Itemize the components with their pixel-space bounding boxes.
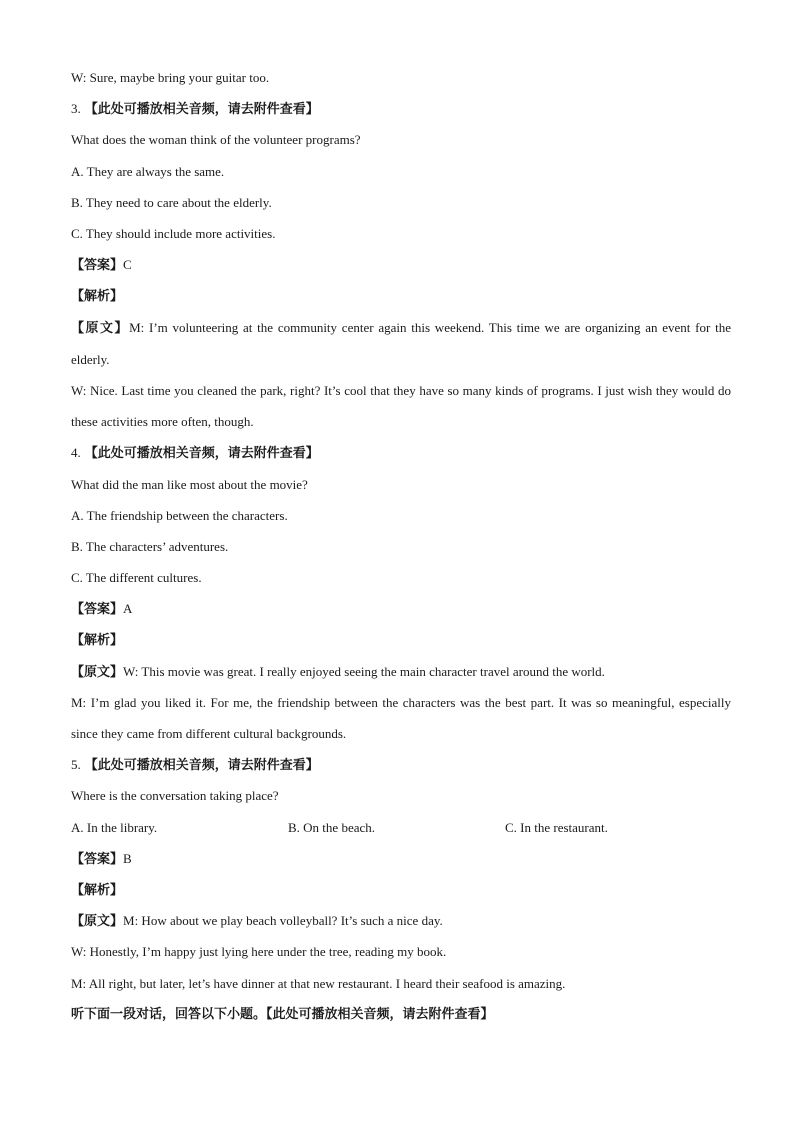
question-3-text: What does the woman think of the volunteer programs? xyxy=(71,132,361,148)
question-4-text: What did the man like most about the movie? xyxy=(71,476,308,492)
question-4-transcript-1 xyxy=(71,656,731,687)
question-3-transcript-2: W: Nice. Last time you cleaned the park, right? It’s cool that they have so many kinds of programs. I just wish they would do these activities more often, though. xyxy=(71,382,731,430)
question-number: 5. xyxy=(71,757,81,773)
answer-value: C xyxy=(123,257,132,273)
question-5-transcript-1 xyxy=(71,905,731,936)
question-number: 4. xyxy=(71,445,81,461)
transcript-text: M: How about we play beach volleyball? It’s such a nice day. xyxy=(123,913,443,929)
question-4-analysis xyxy=(71,624,731,655)
answer-label: 【答案】 xyxy=(71,851,124,867)
answer-value: A xyxy=(123,601,133,617)
transcript-text: W: This movie was great. I really enjoyed seeing the main character travel around the world. xyxy=(123,663,605,679)
question-5-transcript-3: M: All right, but later, let’s have dinner at that new restaurant. I heard their seafood is amazing. xyxy=(71,975,566,991)
question-3-analysis xyxy=(71,280,731,311)
question-4-header xyxy=(71,437,731,468)
question-4-answer xyxy=(71,593,731,624)
question-5-option-a: A. In the library. xyxy=(71,819,158,835)
question-5-header xyxy=(71,749,731,780)
audio-note[interactable]: 【此处可播放相关音频，请去附件查看】 xyxy=(84,758,319,774)
question-4-transcript-2: M: I’m glad you liked it. For me, the friendship between the characters was the best part. It was so meaningful, especially since they came from different cultural backgrounds. xyxy=(71,694,731,742)
analysis-label: 【解析】 xyxy=(71,633,124,649)
question-5-transcript-2: W: Honestly, I’m happy just lying here under the tree, reading my book. xyxy=(71,944,447,960)
question-5-answer xyxy=(71,843,731,874)
transcript-label: 【原文】 xyxy=(71,320,130,336)
question-3-header xyxy=(71,93,731,124)
question-3-answer xyxy=(71,249,731,280)
audio-note[interactable]: 【此处可播放相关音频，请去附件查看】 xyxy=(84,446,319,462)
intro-line: W: Sure, maybe bring your guitar too. xyxy=(71,70,270,85)
question-5-option-b: B. On the beach. xyxy=(288,819,376,835)
question-4-option-b: B. The characters’ adventures. xyxy=(71,538,229,554)
question-5-text: Where is the conversation taking place? xyxy=(71,788,279,804)
closing-line: 听下面一段对话，回答以下小题。【此处可播放相关音频，请去附件查看】 xyxy=(71,1006,494,1022)
question-3-option-b: B. They need to care about the elderly. xyxy=(71,194,272,210)
question-3-transcript-1 xyxy=(71,312,731,375)
answer-value: B xyxy=(123,850,132,866)
question-5-option-c: C. In the restaurant. xyxy=(505,819,608,835)
question-4-option-a: A. The friendship between the characters. xyxy=(71,507,288,523)
question-number: 3. xyxy=(71,101,81,117)
analysis-label: 【解析】 xyxy=(71,882,124,898)
audio-note[interactable]: 【此处可播放相关音频，请去附件查看】 xyxy=(84,102,319,118)
document-page xyxy=(71,62,731,1030)
question-3-option-c: C. They should include more activities. xyxy=(71,225,276,241)
question-4-option-c: C. The different cultures. xyxy=(71,570,202,586)
answer-label: 【答案】 xyxy=(71,602,124,618)
transcript-label: 【原文】 xyxy=(71,914,124,930)
analysis-label: 【解析】 xyxy=(71,289,124,305)
transcript-label: 【原文】 xyxy=(71,664,124,680)
question-3-option-a: A. They are always the same. xyxy=(71,163,225,179)
question-5-options xyxy=(71,812,731,843)
question-5-analysis xyxy=(71,874,731,905)
transcript-text: M: I’m volunteering at the community center again this weekend. This time we are organizing an event for the elderly. xyxy=(71,319,731,367)
answer-label: 【答案】 xyxy=(71,258,124,274)
